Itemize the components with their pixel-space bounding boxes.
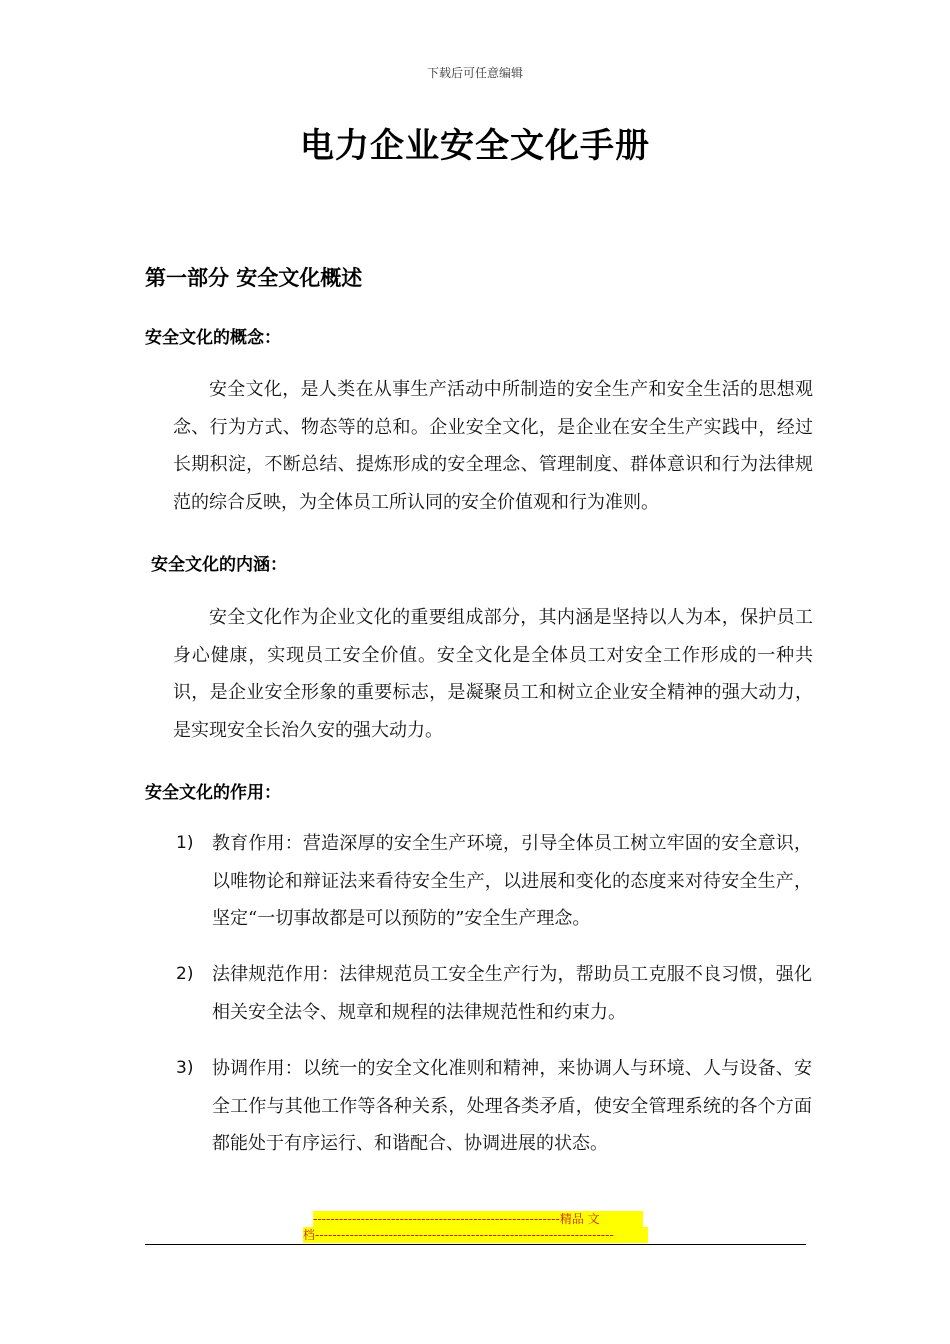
footer-divider <box>145 1244 806 1245</box>
list-item-text: 教育作用：营造深厚的安全生产环境，引导全体员工树立牢固的安全意识，以唯物论和辩证法来看待安全生产，以进展和变化的态度来对待安全生产，坚定“一切事故都是可以预防的”安全生产理念。 <box>212 833 812 929</box>
section-heading-connotation: 安全文化的内涵： <box>151 555 287 575</box>
paragraph-connotation: 安全文化作为企业文化的重要组成部分，其内涵是坚持以人为本，保护员工身心健康，实现员工安全价值。安全文化是全体员工对安全工作形成的一种共识，是企业安全形象的重要标志，是凝聚员工和树立企业安全精神的强大动力，是实现安全长治久安的强大动力。 <box>173 607 813 741</box>
footer-line-1: ---------------------------------------------------------精品 文 <box>313 1211 643 1227</box>
footer-line-2: 档--------------------------------------------------------------------- <box>303 1227 648 1243</box>
section-heading-concept: 安全文化的概念： <box>145 328 281 348</box>
document-title: 电力企业安全文化手册 <box>300 126 650 166</box>
list-item-text: 法律规范作用：法律规范员工安全生产行为，帮助员工克服不良习惯，强化相关安全法令、规章和规程的法律规范性和约束力。 <box>212 964 812 1023</box>
section-heading-function: 安全文化的作用： <box>145 783 281 803</box>
list-item-text: 协调作用：以统一的安全文化准则和精神，来协调人与环境、人与设备、安全工作与其他工作等各种关系，处理各类矛盾，使安全管理系统的各个方面都能处于有序运行、和谐配合、协调进展的状态。 <box>212 1058 812 1154</box>
footer-watermark <box>303 1211 643 1243</box>
list-item-number: 3) <box>176 1058 194 1078</box>
part-title: 第一部分 安全文化概述 <box>145 266 363 290</box>
list-item-number: 2) <box>176 964 194 984</box>
header-note: 下载后可任意编辑 <box>426 66 523 80</box>
list-item-number: 1) <box>176 833 194 853</box>
paragraph-concept: 安全文化，是人类在从事生产活动中所制造的安全生产和安全生活的思想观念、行为方式、物态等的总和。企业安全文化，是企业在安全生产实践中，经过长期积淀，不断总结、提炼形成的安全理念、管理制度、群体意识和行为法律规范的综合反映，为全体员工所认同的安全价值观和行为准则。 <box>173 379 813 513</box>
